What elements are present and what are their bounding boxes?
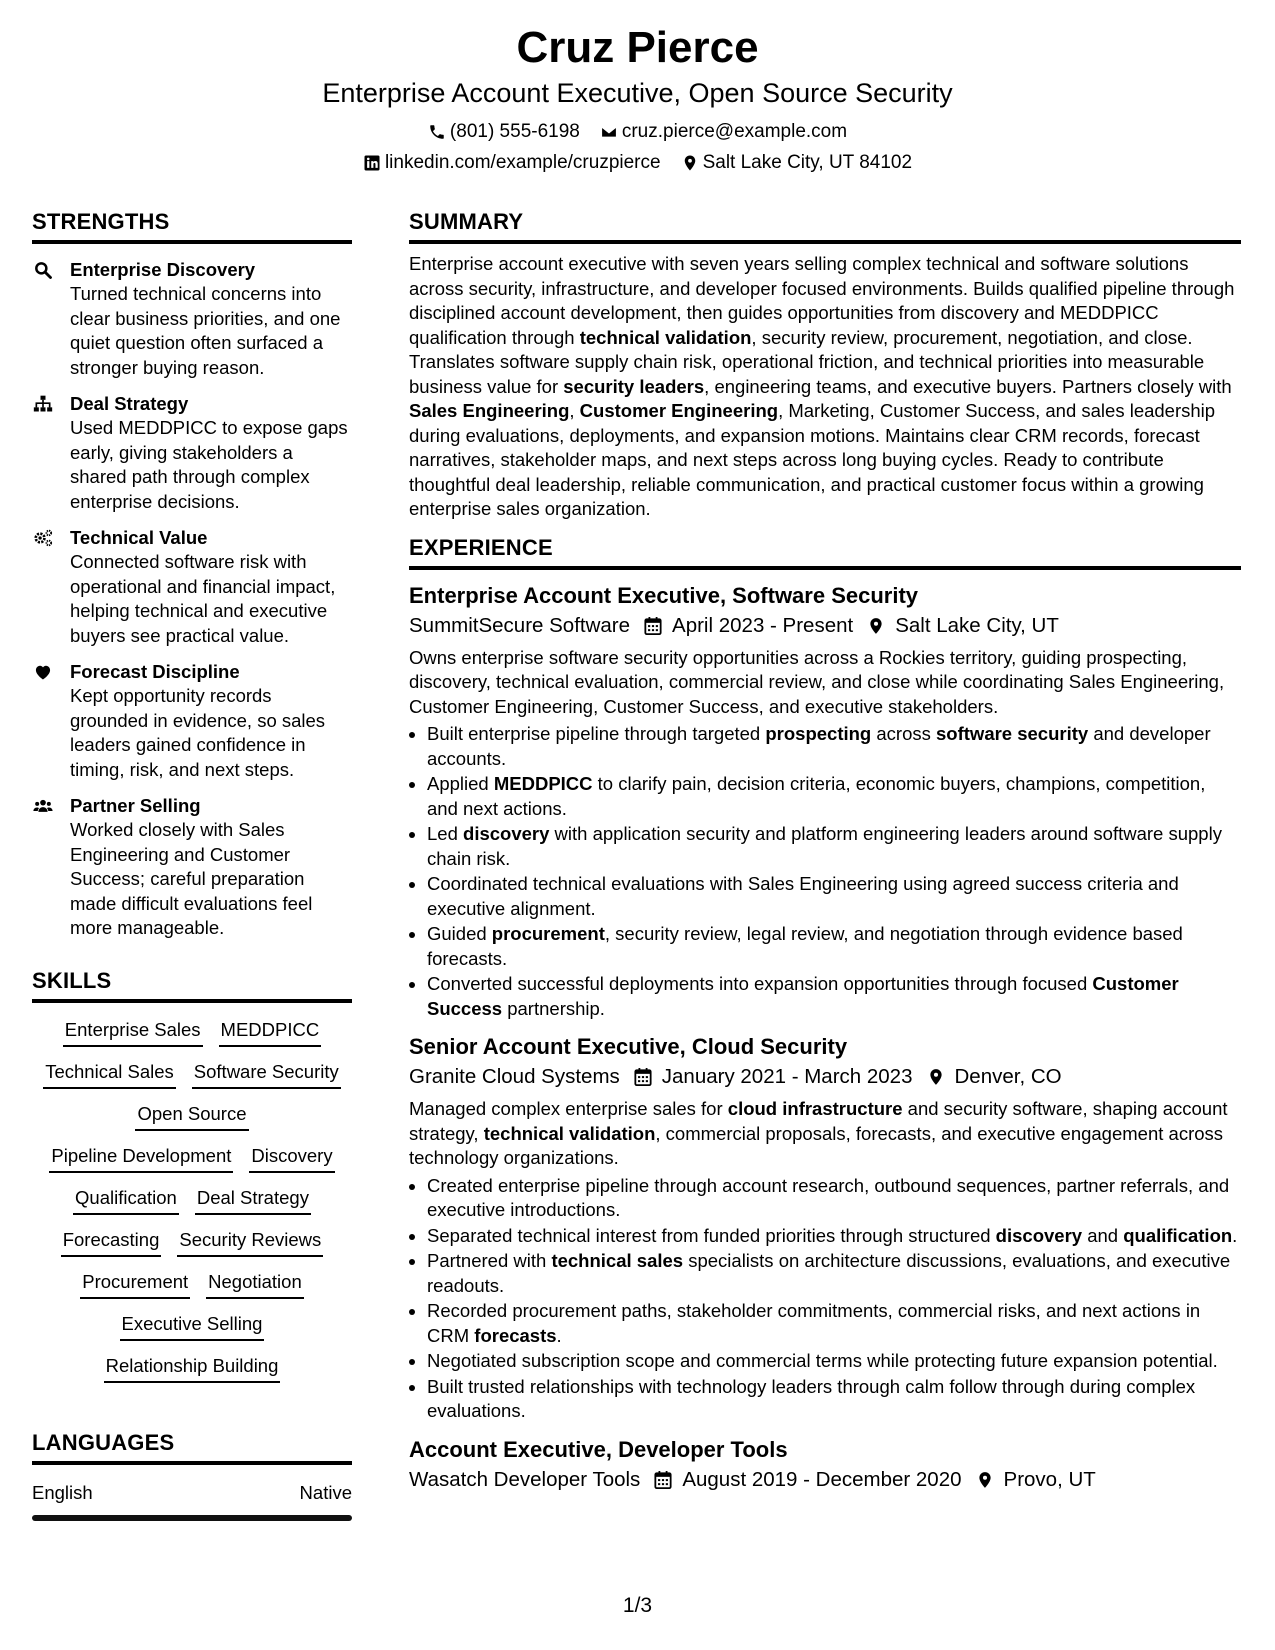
heart-icon [32,660,60,782]
text-segment: Led [427,823,464,844]
skill-tag: Qualification [73,1185,179,1215]
job-bullets [409,1174,1241,1424]
languages-list [32,1481,352,1521]
contact-row-2 [0,151,1275,175]
strength-body [70,392,352,514]
skill-tag: Relationship Building [104,1353,281,1383]
map-pin-icon [681,154,699,172]
skill-tag: Deal Strategy [195,1185,311,1215]
search-icon [32,258,60,380]
strengths-list [32,258,352,941]
strength-description: Used MEDDPICC to expose gaps early, giving stakeholders a shared path through complex enterprise decisions. [70,417,348,512]
text-segment: . [1232,1224,1238,1246]
bullet-item [427,1299,1241,1348]
skill-row [104,1353,281,1383]
phone-contact [428,120,580,144]
text-segment: , Marketing, Customer Success, and sales leadership during evaluations, deployments, and expansion motions. Maintains clear CRM records, forecast narratives, stakeholder maps, and next steps across long buying cycles. Ready to contribute thoughtful deal leadership, reliable communication, and practical customer focus within a growing enterprise sales organization. [409,400,1216,519]
strength-body [70,660,352,782]
text-segment: Owns enterprise software security opportunities across a Rockies territory, guiding prospecting, discovery, technical evaluation, commercial review, and close while coordinating Sales Engineering, Customer Engineering, Customer Success, and executive stakeholders. [409,646,1225,717]
text-segment: , [569,400,580,421]
bullet-item [427,1249,1241,1298]
text-segment: specialists on architecture discussions, evaluations, and executive readouts. [427,1250,1231,1296]
text-segment: Converted successful deployments into expansion opportunities through focused [427,973,1093,994]
text-segment: , commercial proposals, forecasts, and executive engagement across technology organizations. [409,1122,1224,1168]
skill-tag: Open Source [135,1101,248,1131]
job-description [409,1097,1241,1171]
skill-row [49,1143,334,1173]
skill-tag: Pipeline Development [49,1143,233,1173]
job-location-text: Salt Lake City, UT [895,613,1059,637]
skill-row [43,1059,341,1089]
contact-row-1 [0,120,1275,144]
email-text[interactable]: cruz.pierce@example.com [621,121,848,142]
bold-text: technical validation [483,1122,656,1144]
summary-text [409,252,1241,522]
strength-body [70,258,352,380]
right-column [409,208,1241,1494]
bullet-item [427,772,1241,821]
bullet-item [427,1174,1241,1223]
job-bullets [409,722,1241,1021]
company-name: Granite Cloud Systems [409,1065,620,1088]
phone-text: (801) 555-6198 [449,121,580,142]
job-dates-text: April 2023 - Present [672,613,854,637]
strength-description: Worked closely with Sales Engineering and Customer Success; careful preparation made difficult evaluations feel more manageable. [70,819,313,938]
company-name: Wasatch Developer Tools [409,1467,641,1491]
job-meta [409,612,1241,640]
skill-tag: Executive Selling [120,1311,265,1341]
text-segment: Negotiated subscription scope and commercial terms while protecting future expansion potential. [427,1350,1218,1371]
summary-title: SUMMARY [409,208,1241,244]
bold-text: Customer Engineering [579,400,779,421]
bold-text: forecasts [474,1324,557,1346]
job-dates [644,612,853,640]
skill-row [135,1101,248,1131]
linkedin-text[interactable]: linkedin.com/example/cruzpierce [384,152,661,173]
job-location [927,1063,1062,1091]
job-title: Account Executive, Developer Tools [409,1436,788,1462]
skill-tag: Procurement [80,1269,190,1299]
strength-body [70,794,352,941]
location-contact [681,151,912,175]
text-segment: Coordinated technical evaluations with Sales Engineering using agreed success criteria and executive alignment. [427,873,1179,919]
bullet-item [427,822,1241,871]
strength-name: Enterprise Discovery [70,259,256,280]
text-segment: Applied [427,773,494,794]
bold-text: procurement [491,923,605,944]
skill-tag: Software Security [192,1059,341,1089]
job-entry [409,1033,1241,1424]
calendar-icon [634,1067,652,1087]
strength-body [70,526,352,648]
bold-text: software security [936,723,1089,744]
languages-title: LANGUAGES [32,1429,352,1465]
job-entry [409,582,1241,1022]
map-pin-icon [867,616,885,636]
text-segment: . [556,1324,562,1346]
bold-text: prospecting [765,723,872,744]
bold-text: Customer Success [427,973,1179,1019]
skill-tag: Enterprise Sales [63,1017,203,1047]
page-number: 1/3 [622,1594,653,1617]
linkedin-icon [363,154,381,172]
job-dates-text: January 2021 - March 2023 [661,1065,913,1088]
strength-item [32,794,352,941]
skill-tag: Discovery [249,1143,334,1173]
left-column [32,208,352,1521]
strength-name: Partner Selling [70,795,201,816]
skill-row [61,1227,324,1257]
text-segment: , security review, legal review, and negotiation through evidence based forecasts. [427,923,1183,969]
text-segment: Built trusted relationships with technology leaders through calm follow through during complex evaluations. [427,1375,1196,1421]
strength-item [32,258,352,380]
strength-description: Connected software risk with operational and financial impact, helping technical and executive buyers see practical value. [70,551,336,646]
job-location-text: Provo, UT [1003,1467,1096,1491]
users-icon [32,794,60,941]
job-location-text: Denver, CO [954,1065,1062,1088]
skill-row [120,1311,265,1341]
bullet-item [427,1349,1241,1374]
language-level: Native [299,1481,352,1503]
language-name: English [32,1481,93,1503]
skill-row [73,1185,311,1215]
bullet-item [427,1375,1241,1424]
text-segment: Created enterprise pipeline through account research, outbound sequences, partner referrals, and executive introductions. [427,1174,1230,1220]
skill-tag: Technical Sales [43,1059,176,1089]
bullet-item [427,722,1241,771]
resume-header [0,0,1275,175]
map-pin-icon [976,1470,994,1490]
job-meta [409,1466,1241,1494]
strength-item [32,660,352,782]
text-segment: and [1082,1224,1124,1246]
text-segment: Recorded procurement paths, stakeholder commitments, commercial risks, and next actions in CRM [427,1300,1201,1346]
bold-text: technical validation [579,326,752,348]
experience-list [409,582,1241,1494]
calendar-icon [654,1470,672,1490]
text-segment: , engineering teams, and executive buyers. Partners closely with [704,375,1232,397]
job-dates-text: August 2019 - December 2020 [682,1467,962,1491]
bold-text: qualification [1123,1224,1233,1246]
envelope-icon [600,123,618,141]
text-segment: Built enterprise pipeline through targeted [427,723,766,744]
job-description [409,646,1241,720]
bullet-item [427,1224,1241,1249]
experience-title: EXPERIENCE [409,534,1241,570]
sitemap-icon [32,392,60,514]
strength-name: Deal Strategy [70,393,189,414]
text-segment: Partnered with [427,1250,552,1271]
job-location [867,612,1059,640]
text-segment: and developer accounts. [427,723,1211,769]
candidate-title: Enterprise Account Executive, Open Source Security [322,78,953,108]
email-contact[interactable] [600,120,847,144]
text-segment: Managed complex enterprise sales for [409,1098,728,1119]
location-text: Salt Lake City, UT 84102 [702,152,913,173]
text-segment: with application security and platform engineering leaders around software supply chain risk. [427,823,1222,869]
skills-title: SKILLS [32,967,352,1003]
bold-text: technical sales [551,1250,684,1271]
bullet-item [427,972,1241,1021]
bold-text: discovery [463,823,550,844]
strength-name: Forecast Discipline [70,661,240,682]
bold-text: cloud infrastructure [727,1098,903,1119]
job-location [976,1466,1096,1494]
job-entry [409,1436,1241,1494]
strength-description: Kept opportunity records grounded in evidence, so sales leaders gained confidence in timing, risk, and next steps. [70,685,326,780]
job-title: Enterprise Account Executive, Software Security [409,582,919,608]
strengths-title: STRENGTHS [32,208,352,244]
bold-text: security leaders [563,375,705,397]
map-pin-icon [927,1067,945,1087]
text-segment: Guided [427,923,492,944]
job-title: Senior Account Executive, Cloud Security [409,1034,848,1059]
language-row [32,1481,352,1505]
job-dates [634,1063,913,1091]
skill-tag: Security Reviews [177,1227,323,1257]
skill-tag: Negotiation [206,1269,304,1299]
job-dates [654,1466,961,1494]
bold-text: discovery [995,1224,1083,1246]
bold-text: MEDDPICC [493,773,593,794]
company-name: SummitSecure Software [409,613,631,637]
phone-icon [428,123,446,141]
calendar-icon [644,616,662,636]
text-segment: to clarify pain, decision criteria, economic buyers, champions, competition, and next actions. [427,773,1206,819]
skills-list [32,1017,352,1383]
text-segment: Enterprise account executive with seven years selling complex technical and software solutions across security, infrastructure, and developer focused environments. Builds qualified pipeline through disciplined account development, then guides opportunities from discovery and MEDDPICC qualification through [409,253,1235,348]
text-segment: across [871,723,937,744]
bullet-item [427,922,1241,971]
strength-item [32,392,352,514]
bold-text: Sales Engineering [409,400,570,421]
bullet-item [427,872,1241,921]
job-meta [409,1063,1241,1091]
strength-item [32,526,352,648]
strength-name: Technical Value [70,527,208,548]
skill-tag: Forecasting [61,1227,162,1257]
text-segment: partnership. [502,997,605,1019]
skill-row [80,1269,304,1299]
candidate-name: Cruz Pierce [516,23,759,72]
text-segment: Separated technical interest from funded priorities through structured [427,1224,996,1246]
gears-icon [32,526,60,648]
language-proficiency-bar [32,1515,352,1521]
skill-tag: MEDDPICC [219,1017,322,1047]
skill-row [63,1017,321,1047]
strength-description: Turned technical concerns into clear business priorities, and one quiet question often surfaced a stronger buying reason. [70,283,341,378]
text-segment: and security software, shaping account strategy, [409,1098,1228,1144]
linkedin-contact[interactable] [363,151,661,175]
text-segment: , security review, procurement, negotiation, and close. Translates software supply chain risk, operational friction, and technical priorities into measurable business value for [409,326,1205,397]
